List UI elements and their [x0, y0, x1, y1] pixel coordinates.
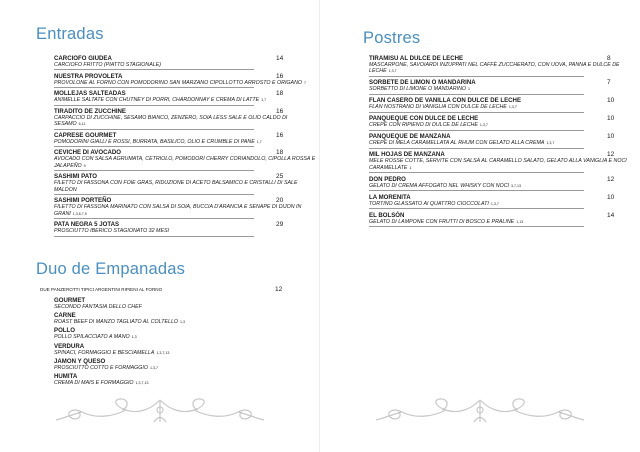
dish-description-text: POLLO SPILACCIATO A MANO — [54, 334, 130, 341]
dish-name: SASHIMI PORTEÑO — [54, 197, 112, 205]
dish-description — [54, 139, 316, 145]
dish-name: FLAN CASERO DE VANILLA CON DULCE DE LECHE — [369, 97, 522, 105]
dish-name: PANQUEQUE DE MANZANA — [369, 133, 451, 141]
dish-description-text: CREPÈ CON RIPIENO DI DULCE DE LECHE — [369, 122, 478, 129]
dish-name: NUESTRA PROVOLETA — [54, 72, 123, 80]
dish-description — [54, 380, 304, 386]
dish-name: POLLO — [54, 327, 75, 335]
empanada-item — [54, 312, 304, 325]
dish-description-text: FLAN NOSTRANO DI VANIGLIA CON DULCE DE LECHE — [369, 104, 507, 111]
dish-description-text: SECONDO FANTASIA DELLO CHEF — [54, 304, 142, 310]
divider-rule — [54, 87, 254, 88]
empanada-item — [54, 343, 304, 356]
dish-description-text: AVOCADO CON SALSA AGRUMATA, CETRIOLO, POMODORI CHERRY CORIANDOLO, CIPOLLA ROSSA E JALAPEÑO — [54, 156, 316, 169]
allergen-codes: 1,3 — [131, 335, 137, 340]
dish-name: JAMON Y QUESO — [54, 357, 106, 365]
dish-description-text: POMODORINI GIALLI E ROSSI, BURRATA, BASILICO, OLIO E CRUMBLE DI PANE — [54, 138, 255, 145]
dish-price: 10 — [607, 115, 615, 123]
divider-rule — [369, 226, 584, 227]
divider-rule — [369, 112, 584, 113]
dish-price: 14 — [276, 55, 284, 62]
dish-price: 10 — [607, 133, 615, 141]
right-page — [320, 0, 640, 452]
dish-description — [369, 122, 631, 128]
dish-name: SORBETE DE LIMON O MANDARINA — [369, 79, 476, 87]
divider-rule — [369, 190, 584, 191]
allergen-codes: 1,3,7 — [490, 201, 499, 206]
dish-description — [54, 365, 304, 371]
dish-price: 12 — [607, 175, 615, 183]
menu-item — [54, 149, 316, 171]
dish-price: 25 — [276, 173, 284, 181]
divider-rule — [369, 76, 584, 77]
divider-rule — [54, 236, 254, 237]
dish-description-text: GELATO DI CREMA AFFOGATO NEL WHISKY CON NOCI — [369, 182, 509, 189]
dish-description — [54, 319, 304, 325]
dish-name: CARCIOFO GIUDEA — [54, 55, 112, 62]
allergen-codes: 1,3,7 — [546, 141, 555, 146]
dish-description-text: ROAST BEEF DI MANZO TAGLIATO AL COLTELLO — [54, 319, 179, 326]
allergen-codes: 1,3,7 — [508, 105, 517, 110]
dish-description — [54, 80, 316, 86]
dish-description — [54, 334, 304, 340]
dish-price: 29 — [276, 221, 284, 229]
empanada-item — [54, 327, 304, 340]
allergen-codes: 3,7,13 — [511, 183, 521, 188]
menu-item — [369, 55, 631, 77]
dish-description-text: PROSCIUTTO IBERICO STAGIONATO 32 MESI — [54, 228, 169, 235]
dish-description — [54, 228, 316, 234]
menu-item — [54, 221, 316, 236]
dish-description-text: MELE ROSSE COTTE, SERVITE CON SALSA AL CARAMELLO SALATO, GELATO ALLA VANIGLIA E NOCI CARAMELLATE — [369, 158, 627, 171]
menu-item — [369, 133, 631, 148]
allergen-codes: 1,3,7,13 — [135, 381, 149, 386]
divider-rule — [369, 172, 584, 173]
empanadas-list — [54, 297, 304, 388]
dish-price: 18 — [276, 90, 284, 98]
dish-description — [54, 62, 316, 68]
allergen-codes: 1,3 — [180, 320, 186, 325]
dish-price: 20 — [276, 197, 284, 205]
dish-name: HUMITA — [54, 373, 78, 381]
menu-item — [54, 73, 316, 88]
allergen-codes: 1,3,7,13 — [156, 350, 170, 355]
dish-description — [369, 62, 631, 75]
dish-description-text: FILETTO DI FASSONA MARINATO CON SALSA DI SOIA, BUCCIA D'ARANCIA E SENAPE DI DIJON IN GRANI — [54, 204, 302, 217]
dish-name: EL BOLSÓN — [369, 211, 405, 219]
divider-rule — [54, 105, 254, 106]
entradas-list — [54, 55, 316, 239]
dish-description-text: PROSCIUTTO COTTO E FORMAGGIO — [54, 364, 148, 371]
menu-item — [54, 197, 316, 219]
dish-description-text: SORBETTO DI LIMONE O MANDARINO — [369, 86, 467, 93]
dish-name: MIL HOJAS DE MANZANA — [369, 151, 445, 159]
divider-rule — [54, 129, 254, 130]
dish-price: 16 — [276, 107, 284, 115]
dish-description-text: SPINACI, FORMAGGIO E BESCIAMELLA — [54, 349, 155, 356]
dish-description — [369, 219, 631, 225]
section-title-empanadas: Duo de Empanadas — [36, 260, 186, 278]
dish-name: MOLLEJAS SALTEADAS — [54, 90, 126, 98]
dish-name: CARNE — [54, 312, 76, 320]
dish-price: 12 — [607, 151, 615, 159]
menu-item — [369, 79, 631, 94]
allergen-codes: 1,3,7 — [479, 123, 488, 128]
empanada-item — [54, 297, 304, 310]
dish-name: TIRADITO DE ZUCCHINE — [54, 107, 126, 115]
dish-price: 10 — [607, 97, 615, 105]
dish-price: 8 — [607, 55, 611, 62]
dish-name: TIRAMISU AL DULCE DE LECHE — [369, 55, 464, 62]
dish-description — [369, 183, 631, 189]
divider-rule — [369, 148, 584, 149]
allergen-codes: 1 — [468, 87, 471, 92]
dish-price: 14 — [607, 211, 615, 219]
menu-item — [369, 212, 631, 227]
dish-description-text: FILETTO DI FASSONA CON FOIE GRAS, RIDUZIONE DI ACETO BALSAMICO E CRISTALLI DI SALE MALDON — [54, 180, 298, 193]
empanadas-price: 12 — [275, 286, 283, 293]
dish-name: PATA NEGRA 5 JOTAS — [54, 221, 120, 229]
postres-list — [369, 55, 631, 230]
section-title-entradas: Entradas — [36, 25, 104, 43]
menu-item — [369, 151, 631, 173]
dish-description — [54, 350, 304, 356]
divider-rule — [369, 130, 584, 131]
dish-description — [369, 140, 631, 146]
divider-rule — [54, 218, 254, 219]
allergen-codes: 1,7 — [261, 98, 267, 103]
dish-description-text: ANIMELLE SALTATE CON CHUTNEY DI PORRI, CHARDONNAY E CREMA DI LATTE — [54, 97, 260, 104]
divider-rule — [369, 94, 584, 95]
allergen-codes: 1,3,7 — [388, 69, 397, 74]
empanadas-note: DUE PANZEROTTI TIPICI ARGENTINI RIPIENI AL FORNO — [40, 287, 163, 292]
dish-name: LA MORENITA — [369, 193, 411, 201]
dish-description-text: GELATO DI LAMPONE CON FRUTTI DI BOSCO E PRALINE — [369, 218, 515, 225]
dish-description — [54, 204, 316, 217]
empanada-item — [54, 373, 304, 386]
dish-name: CAPRESE GOURMET — [54, 131, 117, 139]
allergen-codes: 7 — [304, 80, 307, 85]
empanada-item — [54, 358, 304, 371]
menu-item — [369, 97, 631, 112]
section-title-postres: Postres — [363, 29, 421, 47]
allergen-codes: 1,3,7 — [149, 365, 158, 370]
divider-rule — [54, 69, 254, 70]
menu-item — [54, 108, 316, 130]
menu-item — [54, 173, 316, 195]
dish-name: CEVICHE DI AVOCADO — [54, 149, 122, 157]
dish-price: 16 — [276, 72, 284, 80]
dish-name: PANQUEQUE CON DULCE DE LECHE — [369, 115, 479, 123]
menu-item — [54, 90, 316, 105]
scroll-flourish-icon — [50, 396, 270, 426]
dish-description — [54, 97, 316, 103]
dish-description — [54, 115, 316, 128]
dish-name: GOURMET — [54, 297, 86, 304]
allergen-codes: 6,11 — [78, 122, 86, 127]
dish-description-text: CREPÈ DI MELA CARAMELLATA AL RHUM CON GELATO ALLA CREMA — [369, 140, 545, 147]
allergen-codes: 1 — [409, 165, 412, 170]
dish-price: 7 — [607, 79, 611, 87]
allergen-codes: 1,13 — [516, 219, 524, 224]
dish-description — [369, 86, 631, 92]
menu-item — [369, 194, 631, 209]
menu-item — [369, 176, 631, 191]
dish-price: 10 — [607, 193, 615, 201]
allergen-codes: 1,7 — [256, 139, 262, 144]
dish-description-text: CREMA DI MAIS E FORMAGGIO — [54, 380, 134, 387]
divider-rule — [54, 146, 254, 147]
dish-description-text: TORTINO GLASSATO AI QUATTRO CIOCCOLATI — [369, 200, 489, 207]
menu-item — [54, 55, 316, 70]
dish-description-text: PROVOLONE AL FORNO CON POMODORINO SAN MARZANO CIPOLLOTTO ARROSTO E ORIGANO — [54, 79, 303, 86]
dish-price: 16 — [276, 131, 284, 139]
dish-description — [54, 156, 316, 169]
dish-description — [54, 180, 316, 193]
dish-description-text: CARPACCIO DI ZUCCHINE, SESAMO BIANCO, ZENZERO, SOIA LESS SALE E OLIO CALDO DI SESAMO — [54, 114, 288, 128]
divider-rule — [54, 170, 254, 171]
dish-description — [369, 104, 631, 110]
divider-rule — [54, 194, 254, 195]
divider-rule — [369, 208, 584, 209]
dish-description — [369, 158, 631, 171]
dish-name: DON PEDRO — [369, 175, 406, 183]
allergen-codes: 1,3,6,7,9 — [72, 211, 87, 216]
menu-item — [369, 115, 631, 130]
dish-description-text: CARCIOFO FRITTO (PIATTO STAGIONALE) — [54, 62, 162, 68]
dish-description-text: MASCARPONE, SAVOIARDI INZUPPATI NEL CAFFÈ ZUCCHERATO, CON UOVA, PANNA E DULCE DE LECHE — [369, 62, 620, 75]
dish-name: VERDURA — [54, 342, 85, 350]
dish-price: 18 — [276, 149, 284, 157]
dish-description — [369, 201, 631, 207]
dish-description — [54, 304, 304, 310]
menu-item — [54, 132, 316, 147]
scroll-flourish-icon — [370, 396, 590, 426]
dish-name: SASHIMI PATO — [54, 173, 97, 181]
allergen-codes: 9 — [83, 163, 86, 168]
